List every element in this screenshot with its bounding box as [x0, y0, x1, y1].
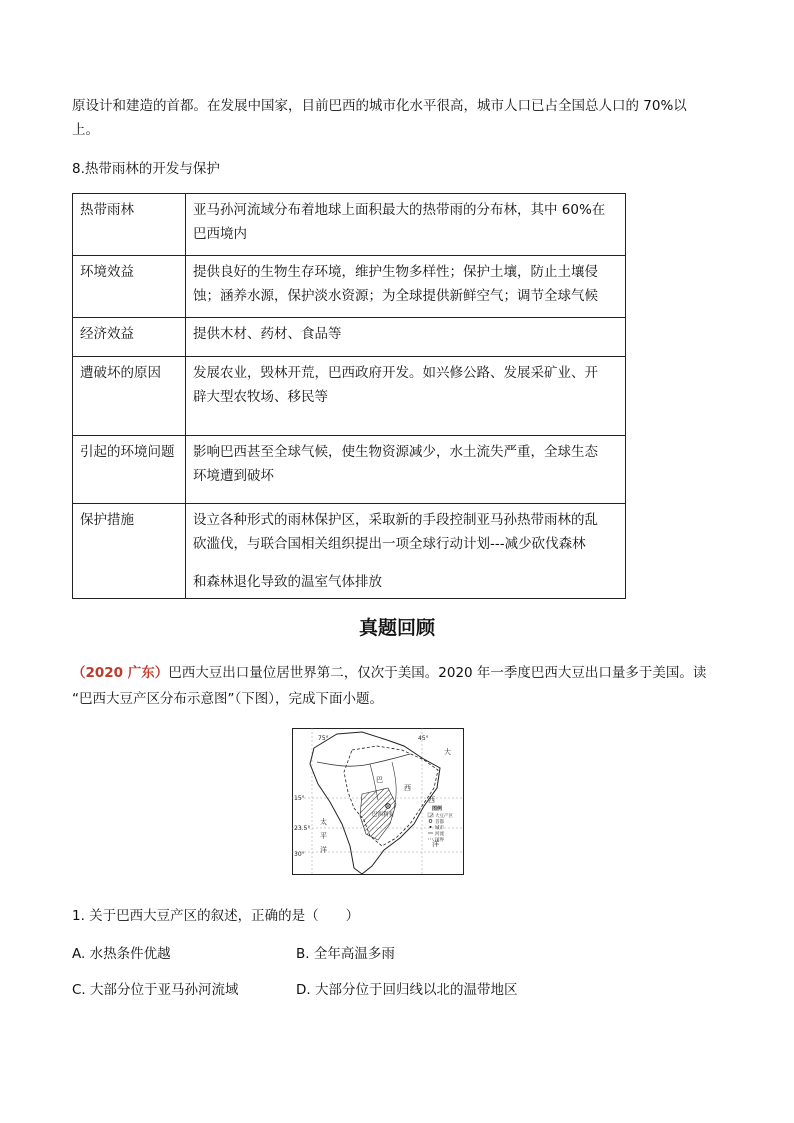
- table-row: [73, 357, 626, 436]
- legend-item: 大豆产区: [435, 814, 453, 819]
- legend-item: 河流: [435, 832, 444, 837]
- map-label: 45°: [418, 735, 429, 742]
- intro-text-2: “巴西大豆产区分布示意图”（下图），完成下面小题。: [72, 691, 383, 707]
- row-value: [186, 256, 626, 318]
- legend-title: 图例: [432, 806, 443, 812]
- table-row: [73, 504, 626, 599]
- map-label: 15°: [294, 795, 305, 802]
- row-value-line: 和森林退化导致的温室气体排放: [193, 574, 382, 590]
- legend-item: 城市: [435, 826, 444, 831]
- map-label: 西: [404, 784, 411, 792]
- row-value-line: 环境遭到破坏: [193, 468, 274, 484]
- section-title: 真题回顾: [358, 617, 435, 639]
- row-key: 引起的环境问题: [73, 436, 186, 504]
- option-d[interactable]: D. 大部分位于回归线以北的温带地区: [296, 982, 518, 998]
- row-value-line: 砍滥伐，与联合国相关组织提出一项全球行动计划---减少砍伐森林: [193, 536, 586, 552]
- option-c[interactable]: C. 大部分位于亚马孙河流域: [72, 982, 239, 998]
- map-label: 洋: [320, 846, 327, 854]
- table-row: [73, 318, 626, 357]
- map-label: 75°: [318, 735, 329, 742]
- row-value-line: 巴西境内: [193, 226, 247, 242]
- row-value-line: 提供良好的生物生存环境，维护生物多样性；保护土壤，防止土壤侵: [193, 264, 598, 280]
- intro-text-1: 巴西大豆出口量位居世界第二，仅次于美国。2020 年一季度巴西大豆出口量多于美国。读: [168, 665, 707, 681]
- map-label: 洋: [432, 840, 439, 848]
- row-value-line: 影响巴西甚至全球气候，使生物资源减少，水土流失严重，全球生态: [193, 444, 598, 460]
- row-value: [186, 504, 626, 599]
- map-label: 巴西利亚: [372, 812, 395, 818]
- intro-line-2: 上。: [72, 122, 99, 138]
- row-value-line: 设立各种形式的雨林保护区，采取新的手段控制亚马孙热带雨林的乱: [193, 512, 598, 528]
- rainforest-table: [72, 193, 626, 599]
- question-intro: [72, 660, 732, 712]
- map-label: 大: [444, 748, 451, 756]
- map-label: 西: [428, 796, 435, 804]
- row-value-line: 提供木材、药材、食品等: [193, 326, 342, 342]
- map-label: 太: [320, 818, 327, 826]
- map-label: 23.5°: [294, 825, 311, 832]
- table-row: [73, 436, 626, 504]
- row-key: 遭破坏的原因: [73, 357, 186, 436]
- row-value: [186, 318, 626, 357]
- row-value-line: 辟大型农牧场、移民等: [193, 389, 328, 405]
- source-tag: （2020 广东）: [72, 665, 169, 681]
- row-value-line: 发展农业，毁林开荒，巴西政府开发。如兴修公路、发展采矿业、开: [193, 365, 598, 381]
- question-stem: 1. 关于巴西大豆产区的叙述，正确的是（ ）: [72, 908, 360, 924]
- option-a[interactable]: A. 水热条件优越: [72, 946, 171, 962]
- map-label: 平: [320, 832, 327, 840]
- intro-paragraph: [72, 94, 712, 142]
- table-row: [73, 256, 626, 318]
- map-label: 巴: [376, 776, 383, 784]
- row-value: [186, 436, 626, 504]
- row-key: 热带雨林: [73, 194, 186, 256]
- row-value: [186, 357, 626, 436]
- row-key: 经济效益: [73, 318, 186, 357]
- option-b[interactable]: B. 全年高温多雨: [296, 946, 395, 962]
- table-row: [73, 194, 626, 256]
- row-value-line: 蚀；涵养水源，保护淡水资源；为全球提供新鲜空气；调节全球气候: [193, 288, 598, 304]
- row-value-line: 亚马孙河流域分布着地球上面积最大的热带雨的分布林，其中 60%在: [193, 202, 606, 218]
- row-key: 环境效益: [73, 256, 186, 318]
- section-heading: 8.热带雨林的开发与保护: [72, 161, 220, 177]
- legend-item: 首都: [435, 820, 444, 825]
- row-value: [186, 194, 626, 256]
- legend-item: 国界: [435, 838, 444, 843]
- intro-line-1: 原设计和建造的首都。在发展中国家，目前巴西的城市化水平很高，城市人口已占全国总人口的 70%以: [72, 98, 687, 114]
- brazil-soybean-map: [292, 728, 464, 875]
- map-label: 30°: [294, 851, 305, 858]
- row-key: 保护措施: [73, 504, 186, 599]
